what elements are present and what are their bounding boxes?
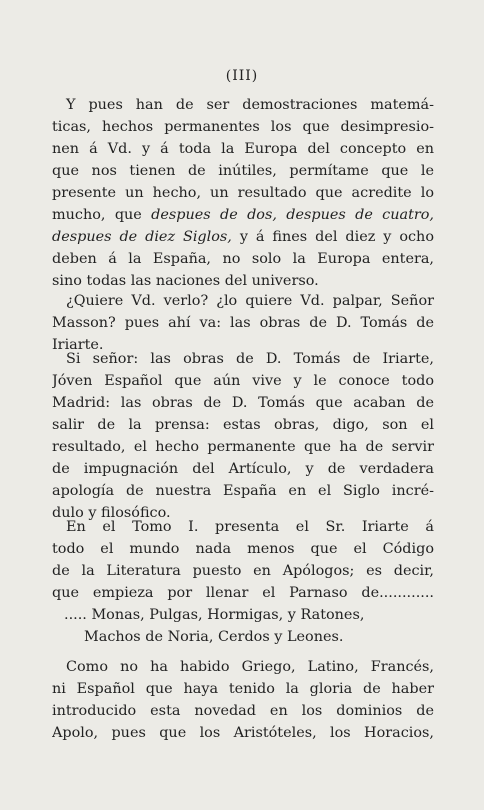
text-line (52, 204, 434, 226)
text-line: de impugnación del Artículo, y de verdadera (52, 461, 434, 477)
text-line: ni Español que haya tenido la gloria de haber (52, 681, 434, 697)
text-line: deben á la España, no solo la Europa entera, (52, 251, 434, 267)
paragraph-5 (52, 656, 434, 744)
text-line: ticas, hechos permanentes los que desimpresio- (52, 119, 434, 135)
text-line: introducido esta novedad en los dominios de (52, 703, 434, 719)
paragraph-2 (52, 290, 434, 356)
text-line: nen á Vd. y á toda la Europa del concepto en (52, 141, 434, 157)
text-line: Jóven Español que aún vive y le conoce todo (52, 373, 434, 389)
text-line: Iriarte. (52, 337, 104, 353)
text-line: Si señor: las obras de D. Tomás de Iriarte, (66, 351, 434, 367)
text-line: sino todas las naciones del universo. (52, 273, 319, 289)
text-line: resultado, el hecho permanente que ha de servir (52, 439, 434, 455)
paragraph-3 (52, 348, 434, 524)
italic-run: despues de diez Siglos, (52, 229, 232, 245)
page-header: (III) (225, 68, 259, 84)
text-line: apología de nuestra España en el Siglo incré- (52, 483, 434, 499)
text-run: y á fines del diez y ocho (231, 229, 434, 245)
text-line: Madrid: las obras de D. Tomás que acaban de (52, 395, 434, 411)
text-line: que empieza por llenar el Parnaso de............ (52, 585, 434, 601)
text-line: Masson? pues ahí va: las obras de D. Tomás de (52, 315, 434, 331)
paragraph-4 (52, 516, 434, 604)
text-run: mucho, que (52, 207, 152, 223)
paragraph-1 (52, 94, 434, 292)
verse-line: Machos de Noria, Cerdos y Leones. (84, 629, 344, 645)
text-line: que nos tienen de inútiles, permítame que le (52, 163, 434, 179)
text-line: dulo y filosófico. (52, 505, 171, 521)
text-line: Apolo, pues que los Aristóteles, los Horacios, (52, 725, 434, 741)
text-line: de la Literatura puesto en Apólogos; es decir, (52, 563, 434, 579)
text-line: salir de la prensa: estas obras, digo, son el (52, 417, 434, 433)
text-line: Y pues han de ser demostraciones matemá- (66, 97, 434, 113)
text-line: todo el mundo nada menos que el Código (52, 541, 434, 557)
text-line: ¿Quiere Vd. verlo? ¿lo quiere Vd. palpar, Señor (66, 293, 434, 309)
text-line: En el Tomo I. presenta el Sr. Iriarte á (66, 519, 434, 535)
text-line: presente un hecho, un resultado que acredite lo (52, 185, 434, 201)
text-line: Como no ha habido Griego, Latino, Francés, (66, 659, 434, 675)
text-line (52, 226, 434, 248)
italic-run: despues de dos, despues de cuatro, (151, 207, 434, 223)
verse-line: ..... Monas, Pulgas, Hormigas, y Ratones, (64, 607, 365, 623)
verse-quote (64, 604, 424, 648)
